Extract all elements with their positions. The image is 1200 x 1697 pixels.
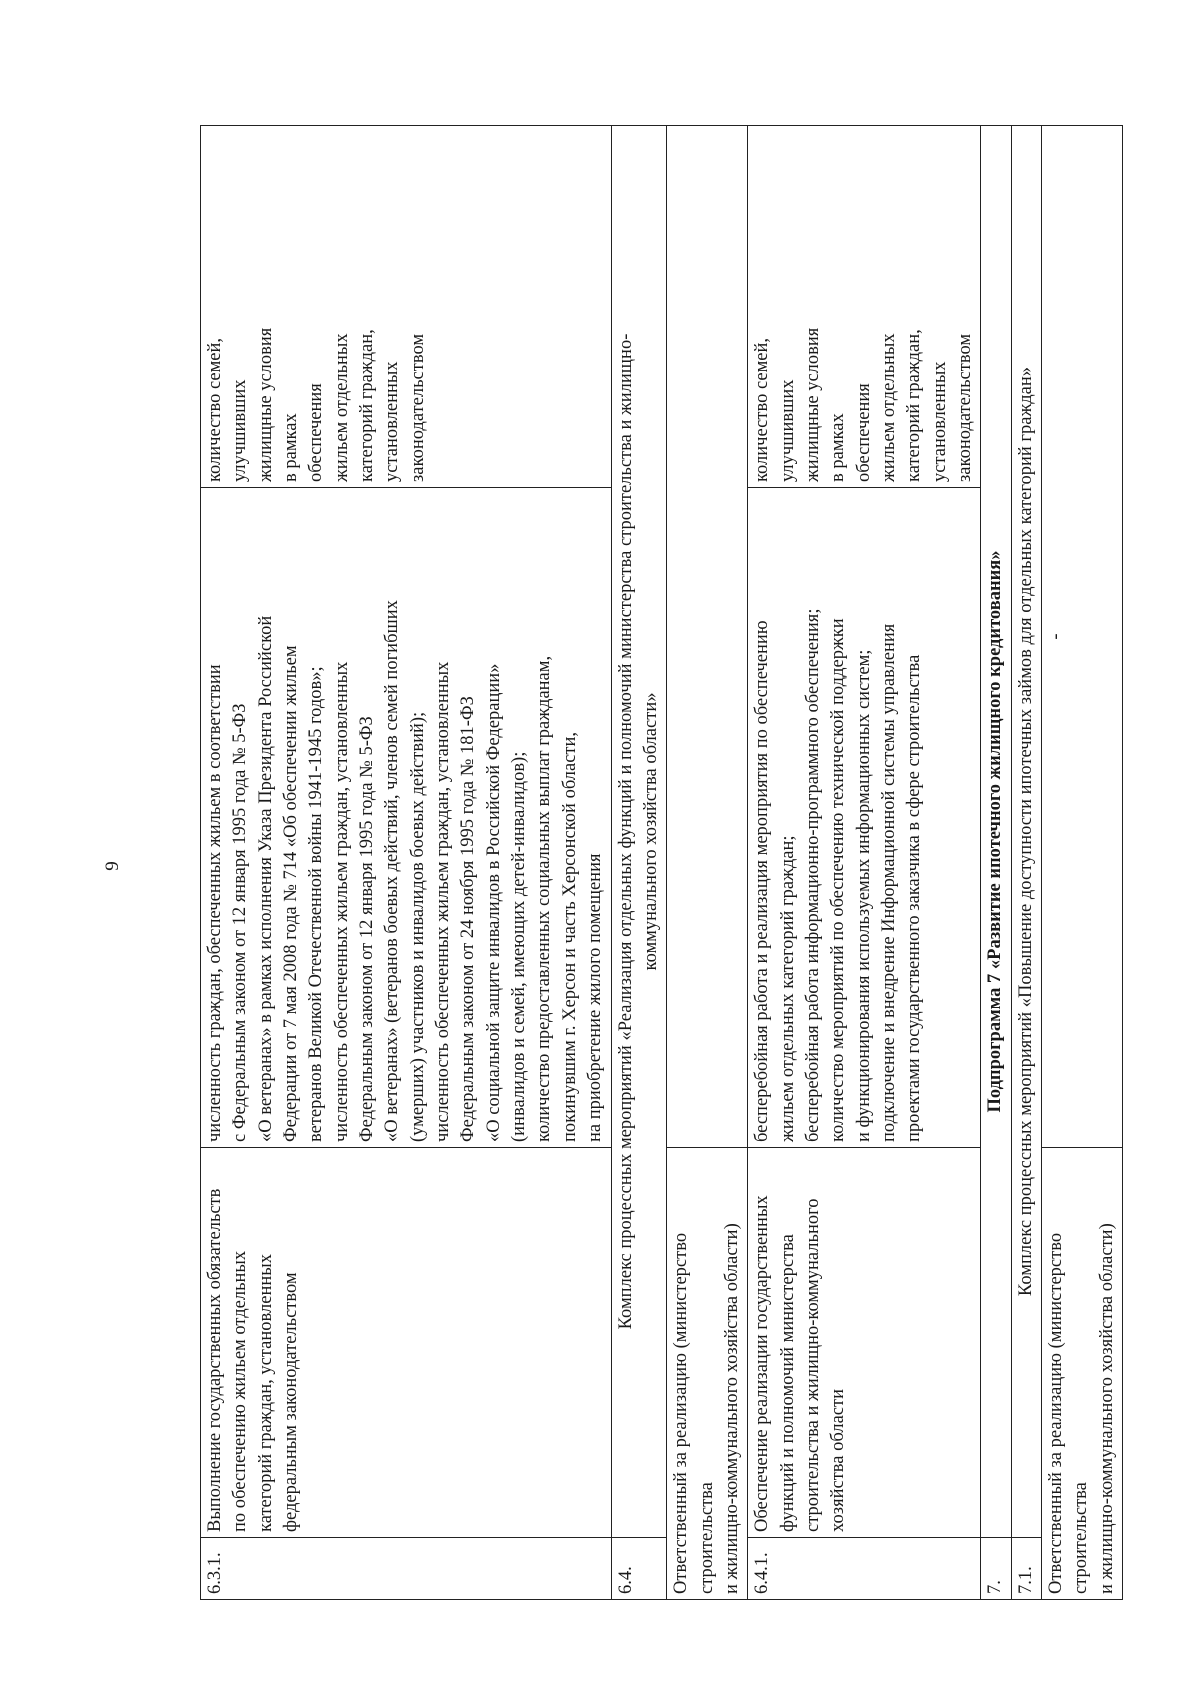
table-row-responsible-7-1 [1042,126,1123,1600]
table-row-6-4 [611,126,667,1600]
responsible-cell: Ответственный за реализацию (министерство строительства и жилищно-коммунального хозяйства области) [667,1148,748,1600]
indicator-cell: количество семей, улучшивших жилищные условия в рамках обеспечения жильем отдельных категорий граждан, установленных законодательством [748,126,981,488]
row-number: 6.3.1. [201,1538,612,1600]
complex-title-cell: Комплекс процессных мероприятий «Повышение доступности ипотечных займов для отдельных категорий граждан» [1011,126,1041,1538]
row-number: 7. [981,1538,1011,1600]
effects-cell: численность граждан, обеспеченных жильем в соответствии с Федеральным законом от 12 января 1995 года № 5-ФЗ «О ветеранах» в рамках исполнения Указа Президента Российской Федерации от 7 мая 2008 года № 714 «Об обеспечении жильем ветеранов Великой Отечественной войны 1941-1945 годов»; численность обеспеченных жильем граждан, установленных Федеральным законом от 12 января 1995 года № 5-ФЗ «О ветеранах» (ветеранов боевых действий, членов семей погибших (умерших) участников и инвалидов боевых действий); численность обеспеченных жильем граждан, установленных Федеральным законом от 24 ноября 1995 года № 181-ФЗ «О социальной защите инвалидов в Российской Федерации» (инвалидов и семей, имеющих детей-инвалидов); количество предоставленных социальных выплат гражданам, покинувшим г. Херсон и часть Херсонской области, на приобретение жилого помещения [201,488,612,1148]
table-row-7 [981,126,1011,1600]
page-number: 9 [101,861,123,871]
task-cell: Обеспечение реализации государственных функций и полномочий министерства строительства и жилищно-коммунального хозяйства области [748,1148,981,1538]
effects-cell: бесперебойная работа и реализация мероприятия по обеспечению жильем отдельных категорий граждан; бесперебойная работа информационно-программного обеспечения; количество мероприятий по обеспечению технической поддержки и функционирования используемых информационных систем; подключение и внедрение Информационной системы управления проектами государственного заказчика в сфере строительства [748,488,981,1148]
program-table [200,125,1123,1600]
table-row-responsible-6-4 [667,126,748,1600]
row-number: 7.1. [1011,1538,1041,1600]
complex-title-cell: Комплекс процессных мероприятий «Реализация отдельных функций и полномочий министерства строительства и жилищно- коммунального хозяйства области» [611,126,667,1538]
responsible-empty-cell [667,126,748,1148]
row-number: 6.4. [611,1538,667,1600]
subprogram-title-cell: Подпрограмма 7 «Развитие ипотечного жилищного кредитования» [981,126,1011,1538]
indicator-cell: количество семей, улучшивших жилищные условия в рамках обеспечения жильем отдельных категорий граждан, установленных законодательством [201,126,612,488]
table-row-6-3-1 [201,126,612,1600]
rotated-table-container [200,126,1117,1600]
task-cell: Выполнение государственных обязательств по обеспечению жильем отдельных категорий граждан, установленных федеральным законодательством [201,1148,612,1538]
responsible-cell: Ответственный за реализацию (министерство строительства и жилищно-коммунального хозяйства области) [1042,1148,1123,1600]
table-row-6-4-1 [748,126,981,1600]
row-number: 6.4.1. [748,1538,981,1600]
responsible-dash-cell: - [1042,126,1123,1148]
table-row-7-1 [1011,126,1041,1600]
